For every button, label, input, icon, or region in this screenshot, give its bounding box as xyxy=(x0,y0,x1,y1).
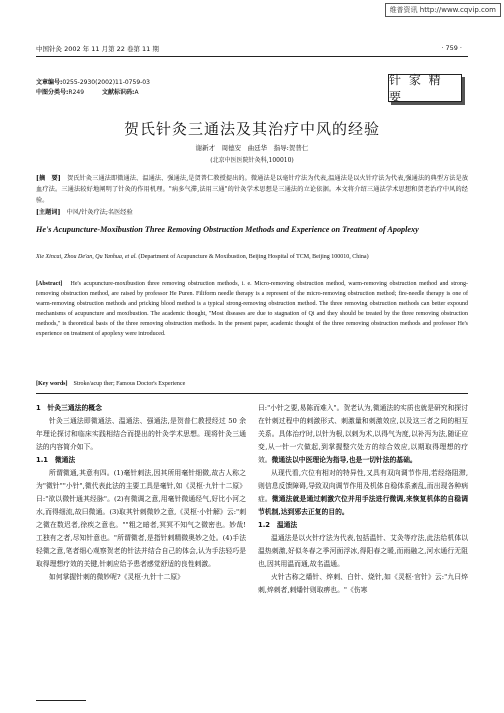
article-no-label: 文章编号: xyxy=(36,79,63,86)
english-authors-block xyxy=(36,252,468,262)
body-right-column xyxy=(258,402,468,597)
clc-label: 中图分类号: xyxy=(36,89,69,96)
paragraph: 火针古称之燔针、焠刺、白针、烧针,如《灵枢·官针》云:"九曰焠刺,焠刺者,刺燔针则取痹也。"《伤寒 xyxy=(258,573,468,594)
doc-code-value: A xyxy=(134,89,139,96)
section-heading-1: 1 针灸三通法的概念 xyxy=(36,404,102,412)
paragraph xyxy=(258,402,468,467)
keywords-label: [主题词] xyxy=(36,209,61,216)
paragraph-text: 曰:"小针之要,易陈而难入"。贺老认为,微通法的实质也就是研究和探讨在针刺过程中的刺激形式、刺激量和刺激效应,以及这三者之间的相互关系。具体治疗时,以针为根,以刺为术,以得气为度,以补泻为法,随证应变,从一针一穴做起,到掌握整穴处方的综合效应,以期取得理想的疗效。 xyxy=(258,404,468,464)
english-keywords-text: Stroke/acup ther; Famous Doctor's Experience xyxy=(73,381,186,387)
article-title: 贺氏针灸三通法及其治疗中风的经验 xyxy=(123,120,380,138)
journal-issue: 中国针灸 2002 年 11 月第 22 卷第 11 期 xyxy=(36,45,159,53)
article-no: 0255-2930(2002)11-0759-03 xyxy=(62,79,150,86)
running-head xyxy=(36,44,468,57)
page-number: · 759 · xyxy=(441,44,462,52)
paragraph-text: 从现代看,穴位有相对的特异性,又具有双向调节作用,若经络阻滞,则信息反馈障碍,导致双向调节作用及机体自稳体系紊乱,而出现各种病症。 xyxy=(258,469,468,503)
article-meta xyxy=(36,78,150,98)
english-abstract xyxy=(36,279,468,340)
paragraph xyxy=(258,467,468,519)
english-abstract-text: He's acupuncture-moxibustion three removing obstruction methods, i. e. Micro-removing obstruction method, warm-removing obstruction method and strong-removing obstruction method, are raised by professor He Puren. Filiform needle therapy is a represent of the micro-removing obstruction method; fire-needle therapy is one of warm-removing obstruction methods and pricking blood method is a typical strong-removing obstruction method. The three removing obstruction methods can better expound mechanisms of acupuncture and moxibustion. The academic thought, "Most diseases are due to stagnation of Qi and they should be treated by the three removing obstruction methods," is theoretical basis of the three removing obstruction methods. In the present paper, academic thought of the three removing obstruction methods and professor He's experience on treatment of apoplexy were introduced. xyxy=(36,281,468,338)
clc-value: R249 xyxy=(68,89,85,96)
doc-code-label: 文献标识码: xyxy=(102,89,135,96)
column-badge: 针 家 精 要 xyxy=(388,74,462,102)
body-left-column xyxy=(36,402,246,584)
paragraph: 如何掌握针刺的微妙呢?《灵枢·九针十二原》 xyxy=(49,573,184,581)
keywords-text: 中风/针灸疗法;名医经验 xyxy=(66,209,133,216)
paragraph: 针灸三通法即微通法、温通法、强通法,是贺普仁教授经过 50 余年理论探讨和临床实践相结合而提出的针灸学术思想。现将针灸三通法的内容简介如下。 xyxy=(36,417,246,451)
english-keywords xyxy=(36,378,468,387)
section-heading-1-1: 1.1 微通法 xyxy=(36,456,76,464)
watermark: 维普资讯 http://www.cqvip.com xyxy=(385,3,501,17)
section-divider xyxy=(36,393,468,394)
footnote-rule xyxy=(36,700,86,701)
paragraph: 温通法是以火针疗法为代表,包括温针、艾灸等疗法,此法给机体以温热刺激,好似冬春之季河面浮冰,得阳春之暖,而雨融之,河水通行无阻也,因其用温而通,故名温通。 xyxy=(258,534,468,568)
section-heading-1-2: 1.2 温通法 xyxy=(258,521,298,529)
english-affiliation: (Department of Acupuncture & Moxibustion, Beijing Hospital of TCM, Beijing 100010, China) xyxy=(138,254,369,260)
abstract-text: 贺氏针灸三通法即微通法、温通法、强通法,是贺普仁教授提出的。微通法是以毫针疗法为代表,温通法是以火针疗法为代表,强通法的典型方法是放血疗法。三通法较好地阐明了针灸的作用机理。"病多气滞,法用三通"的针灸学术思想是三通法的立论依据。本文将介绍三通法学术思想和贺老治疗中风的经验。 xyxy=(36,175,469,204)
chinese-abstract xyxy=(36,173,468,218)
paragraph: 所谓微通,其意有四。(1)毫针刺法,因其所用毫针细微,故古人称之为"微针""小针",微代表此法的主要工具是毫针,如《灵枢·九针十二原》曰:"欲以微针通其经脉"。(2)有微调之意,用毫针微通经气,好比小河之水,而得细流,故曰微通。(3)取其针刺微妙之意,《灵枢·小针解》云:"刺之微在数迟者,徐疾之意也。""粗之暗者,冥冥不知气之微密也。妙哉!工独有之者,尽知针意也。"所谓微者,是指针刺精微奥妙之处。(4)手法轻微之意,笔者细心观察贺老的针法并结合自己的体会,认为手法轻巧是取得理想疗效的关键,针刺应给予患者感觉舒适的良性刺激。 xyxy=(36,469,246,568)
affiliation: (北京中医医院针灸科,100010) xyxy=(210,157,294,164)
english-title: He's Acupuncture-Moxibustion Three Removing Obstruction Methods and Experience on Treatment of Apoplexy xyxy=(36,225,419,234)
english-keywords-label: [Key words] xyxy=(36,381,68,387)
abstract-label: [摘 要] xyxy=(36,175,61,182)
authors: 谢新才 周德安 曲廷华 指导:贺普仁 xyxy=(195,144,309,152)
emphasis-text: 微通法就是通过刺激穴位并用手法进行微调,来恢复机体的自稳调节机制,达到邪去正复的目的。 xyxy=(258,495,468,516)
english-authors: Xie Xincai, Zhou De'an, Qu Yanhua, et al. xyxy=(36,254,137,260)
emphasis-text: 微通法以中医理论为指导,也是一切针法的基础。 xyxy=(271,456,417,464)
english-abstract-label: [Abstract] xyxy=(36,281,63,287)
